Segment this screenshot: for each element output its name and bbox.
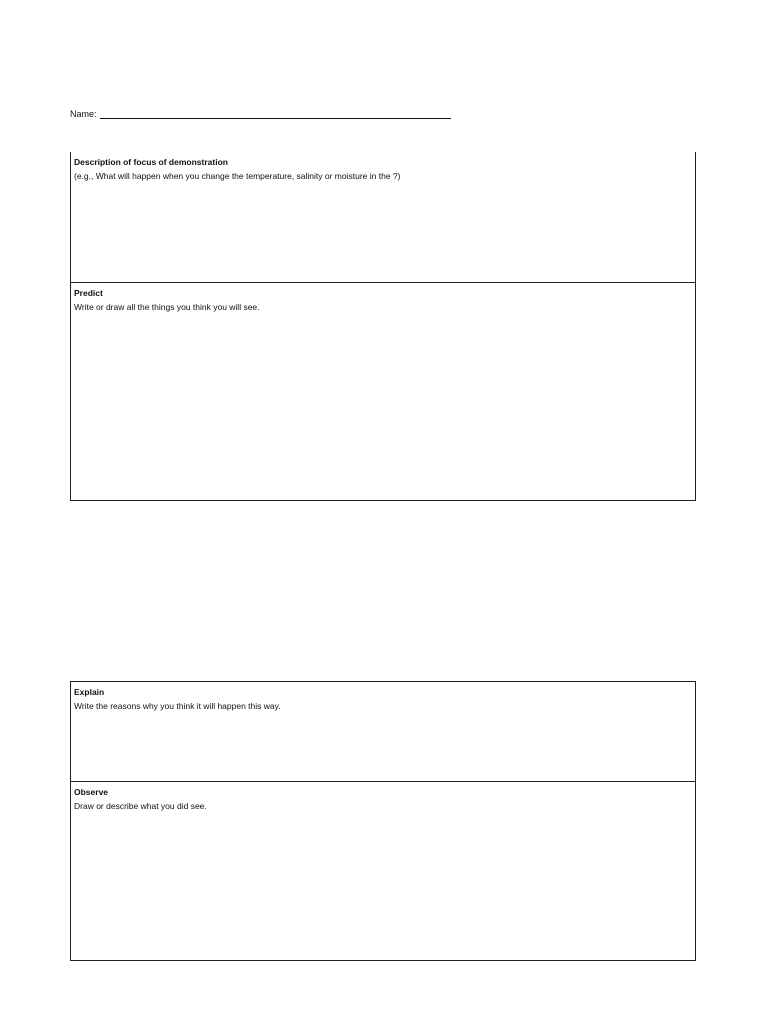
name-field-row — [70, 109, 451, 119]
predict-cell[interactable] — [71, 282, 695, 500]
description-title: Description of focus of demonstration — [74, 157, 228, 167]
explain-cell[interactable] — [71, 682, 695, 782]
explain-title: Explain — [74, 687, 105, 697]
predict-title: Predict — [74, 288, 103, 298]
name-blank-line[interactable] — [100, 109, 451, 119]
predict-instruction: Write or draw all the things you think you will see. — [74, 302, 260, 312]
observe-title: Observe — [74, 787, 109, 797]
section-two-box — [70, 681, 696, 961]
name-label: Name: — [70, 109, 97, 119]
observe-cell[interactable] — [71, 781, 695, 960]
explain-instruction: Write the reasons why you think it will happen this way. — [74, 701, 281, 711]
section-one-box — [70, 152, 696, 501]
description-cell[interactable] — [71, 152, 695, 283]
observe-instruction: Draw or describe what you did see. — [74, 801, 207, 811]
description-instruction: (e.g., What will happen when you change the temperature, salinity or moisture in the ?) — [74, 171, 401, 181]
